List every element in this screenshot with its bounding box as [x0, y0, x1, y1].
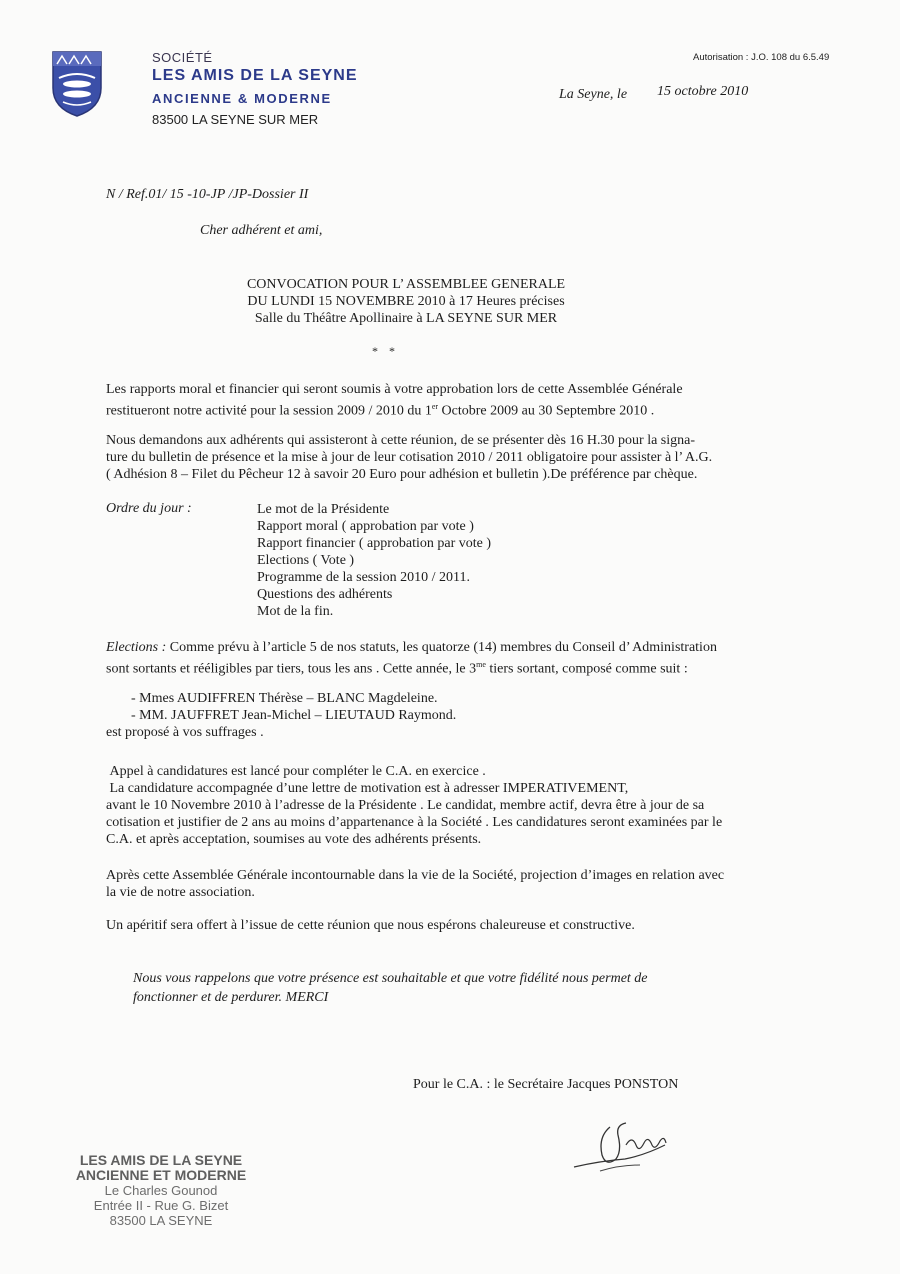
agenda-item: Programme de la session 2010 / 2011.	[257, 570, 470, 585]
paragraph-demande	[106, 432, 712, 483]
para3-line-2: La candidature accompagnée d’une lettre de motivation est à adresser IMPERATIVEMENT,	[109, 781, 629, 796]
elections-sup: me	[476, 660, 486, 669]
coat-of-arms-icon	[51, 50, 103, 118]
separator-stars: * *	[372, 344, 399, 358]
member-line-2: - MM. JAUFFRET Jean-Michel – LIEUTAUD Raymond.	[131, 708, 457, 723]
para4-line-2: la vie de notre association.	[106, 885, 255, 900]
agenda-item: Questions des adhérents	[257, 587, 393, 602]
para3-line-5: C.A. et après acceptation, soumises au vote des adhérents présents.	[106, 832, 482, 847]
paragraph-elections	[106, 639, 717, 678]
agenda-item: Mot de la fin.	[257, 604, 334, 619]
agenda-item: Le mot de la Présidente	[257, 502, 390, 517]
letterhead-societe: SOCIÉTÉ	[152, 50, 213, 65]
elections-label: Elections :	[106, 640, 167, 655]
paragraph-projection	[106, 867, 724, 901]
stamp-line-3: Le Charles Gounod	[104, 1183, 218, 1198]
agenda-item: Rapport financier ( approbation par vote )	[257, 536, 492, 551]
closing-line-2: fonctionner et de perdurer. MERCI	[133, 990, 329, 1005]
elections-line-2a: sont sortants et rééligibles par tiers, tous les ans . Cette année, le 3	[106, 661, 477, 677]
para2-line-1: Nous demandons aux adhérents qui assisteront à cette réunion, de se présenter dès 16 H.30 pour la signa-	[106, 433, 696, 448]
letterhead-name: LES AMIS DE LA SEYNE	[152, 67, 358, 84]
stamp-line-5: 83500 LA SEYNE	[109, 1213, 213, 1228]
para3-line-4: cotisation et justifier de 2 ans au moins d’appartenance à la Société . Les candidatures seront examinées par le	[106, 815, 723, 830]
para1-line-1: Les rapports moral et financier qui seront soumis à votre approbation lors de cette Assemblée Générale	[106, 382, 683, 397]
title-line-1: CONVOCATION POUR L’ ASSEMBLEE GENERALE	[246, 277, 566, 292]
elections-line-1: Comme prévu à l’article 5 de nos statuts, les quatorze (14) membres du Conseil d’ Administration	[166, 640, 717, 655]
title-line-2: DU LUNDI 15 NOVEMBRE 2010 à 17 Heures précises	[247, 294, 565, 309]
stamp-line-2: ANCIENNE ET MODERNE	[75, 1167, 247, 1183]
date-text: 15 octobre 2010	[657, 84, 749, 99]
agenda-item: Rapport moral ( approbation par vote )	[257, 519, 474, 534]
signature-text: Pour le C.A. : le Secrétaire Jacques PONSTON	[413, 1077, 679, 1092]
member-line-1: - Mmes AUDIFFREN Thérèse – BLANC Magdeleine.	[131, 691, 438, 706]
closing-note	[133, 969, 713, 1007]
para3-line-1: Appel à candidatures est lancé pour compléter le C.A. en exercice .	[109, 764, 486, 779]
letterhead-subtitle: ANCIENNE & MODERNE	[152, 91, 332, 106]
elections-line-3: est proposé à vos suffrages .	[106, 725, 264, 740]
closing-line-1: Nous vous rappelons que votre présence est souhaitable et que votre fidélité nous permet de	[133, 971, 648, 986]
reference-text: N / Ref.01/ 15 -10-JP /JP-Dossier II	[106, 187, 309, 202]
para3-line-3: avant le 10 Novembre 2010 à l’adresse de la Présidente . Le candidat, membre actif, devra être à jour de sa	[106, 798, 705, 813]
para4-line-1: Après cette Assemblée Générale incontournable dans la vie de la Société, projection d’images en relation avec	[106, 868, 725, 883]
greeting: Cher adhérent et ami,	[200, 223, 323, 238]
rubber-stamp	[46, 1153, 276, 1228]
para2-line-2: ture du bulletin de présence et la mise à jour de leur cotisation 2010 / 2011 obligatoire pour assister à l’ A.G.	[106, 450, 713, 465]
paragraph-candidatures	[106, 763, 722, 848]
authorisation-text: Autorisation : J.O. 108 du 6.5.49	[693, 52, 830, 63]
elections-line-2b: tiers sortant, composé comme suit :	[485, 661, 688, 677]
title-line-3: Salle du Théâtre Apollinaire à LA SEYNE SUR MER	[254, 311, 558, 326]
paragraph-aperitif: Un apéritif sera offert à l’issue de cette réunion que nous espérons chaleureuse et constructive.	[106, 918, 635, 933]
ordre-du-jour-label: Ordre du jour :	[106, 501, 192, 516]
handwritten-signature	[570, 1115, 680, 1185]
para1-line-2a: restitueront notre activité pour la session 2009 / 2010 du 1	[106, 403, 432, 419]
paragraph-rapports	[106, 381, 683, 420]
para1-sup: er	[431, 402, 439, 411]
agenda-item: Elections ( Vote )	[257, 553, 355, 568]
stamp-line-1: LES AMIS DE LA SEYNE	[79, 1152, 243, 1168]
stamp-line-4: Entrée II - Rue G. Bizet	[93, 1198, 229, 1213]
place-text: La Seyne, le	[559, 87, 628, 102]
para2-line-3: ( Adhésion 8 – Filet du Pêcheur 12 à savoir 20 Euro pour adhésion et bulletin ).De préférence par chèque.	[106, 467, 698, 482]
letterhead-address: 83500 LA SEYNE SUR MER	[152, 112, 319, 127]
para1-line-2b: Octobre 2009 au 30 Septembre 2010 .	[438, 403, 655, 419]
agenda-list	[257, 501, 491, 620]
